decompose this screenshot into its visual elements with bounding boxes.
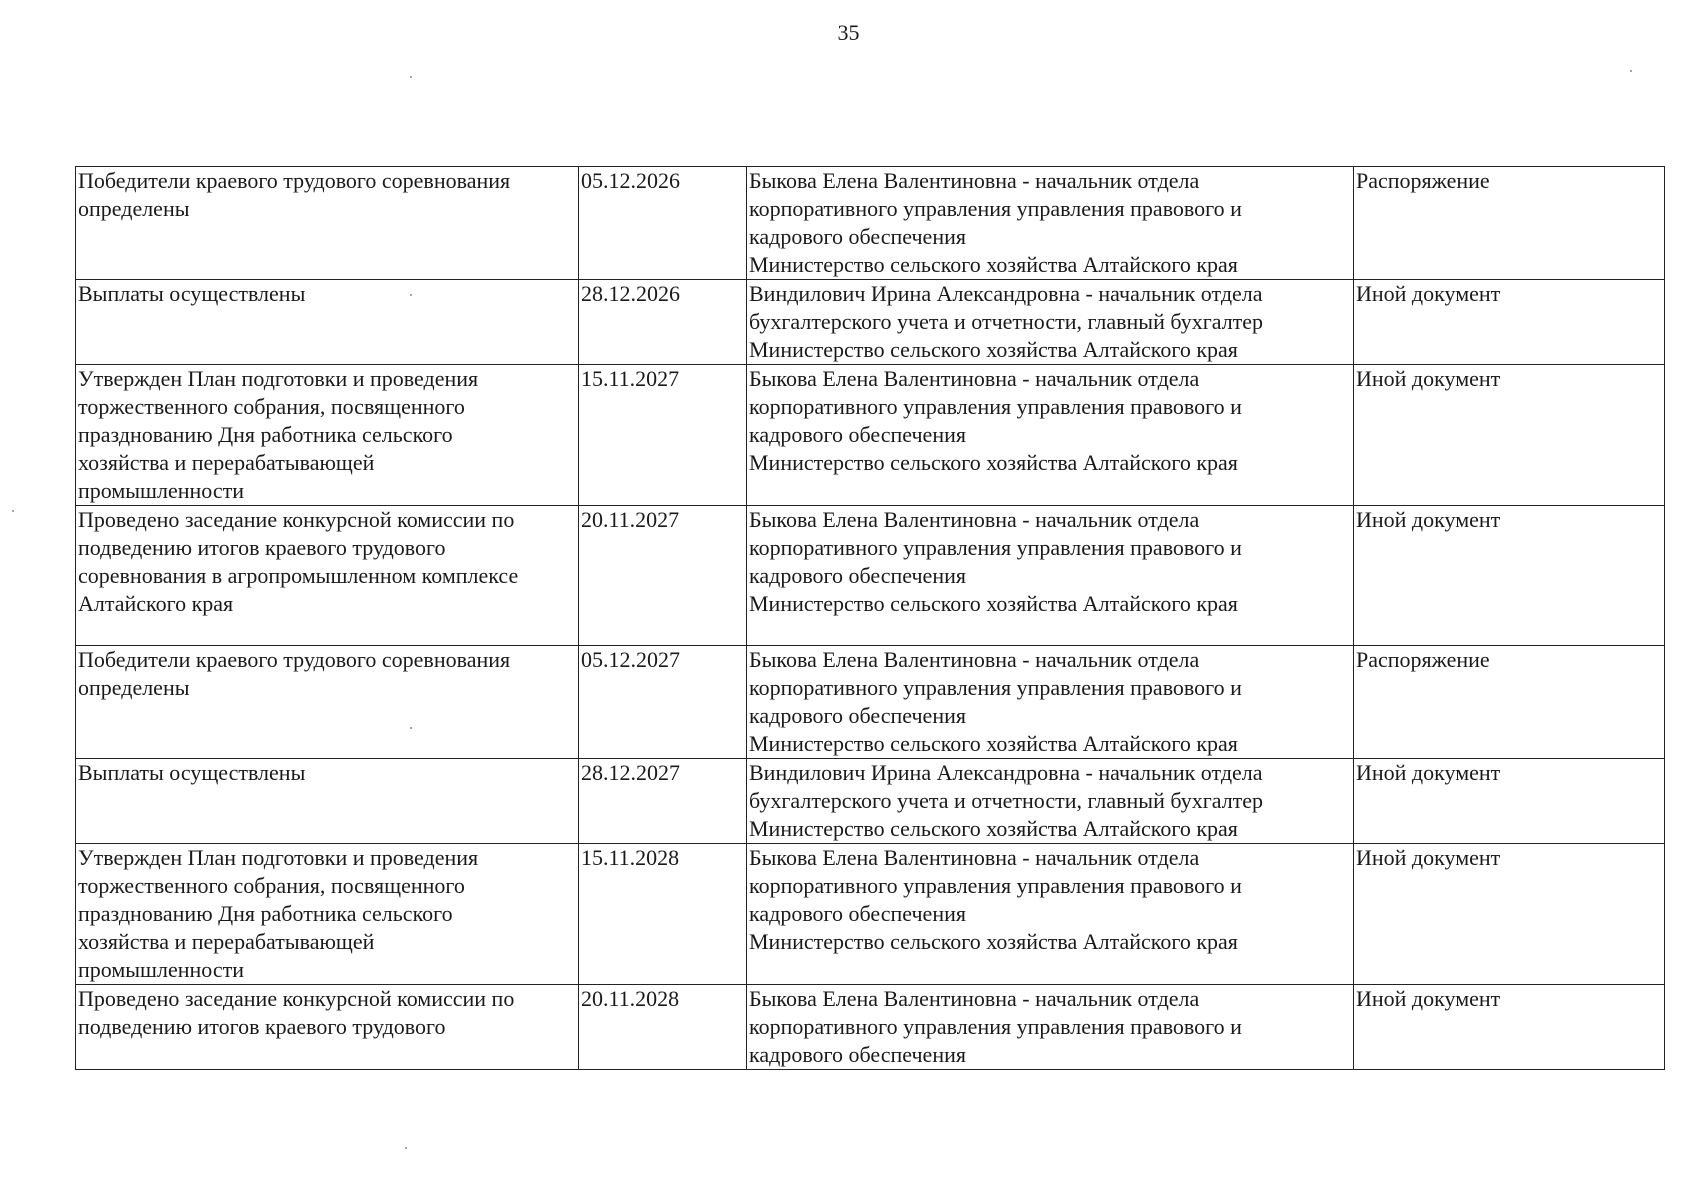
event-line: Проведено заседание конкурсной комиссии по: [78, 986, 515, 1011]
event-line: Победители краевого трудового соревнования: [78, 168, 511, 193]
schedule-table-body: [76, 167, 1665, 1070]
responsible-line: кадрового обеспечения: [749, 1042, 966, 1067]
event-cell: [76, 506, 579, 646]
event-cell: [76, 365, 579, 506]
responsible-line: Министерство сельского хозяйства Алтайского края: [749, 450, 1238, 475]
responsible-cell: [747, 506, 1354, 646]
date-cell: 20.11.2028: [579, 985, 747, 1070]
event-line: подведению итогов краевого трудового: [78, 1014, 446, 1039]
responsible-line: кадрового обеспечения: [749, 901, 966, 926]
document-type-cell: Иной документ: [1354, 759, 1665, 844]
responsible-line: корпоративного управления управления правового и: [749, 1014, 1242, 1039]
responsible-line: корпоративного управления управления правового и: [749, 873, 1242, 898]
event-cell: [76, 646, 579, 759]
responsible-cell: [747, 844, 1354, 985]
responsible-line: Быкова Елена Валентиновна - начальник отдела: [749, 366, 1200, 391]
document-type-cell: Иной документ: [1354, 844, 1665, 985]
event-line: Утвержден План подготовки и проведения: [78, 845, 479, 870]
responsible-line: корпоративного управления управления правового и: [749, 535, 1242, 560]
responsible-line: Министерство сельского хозяйства Алтайского края: [749, 337, 1238, 362]
event-cell: [76, 167, 579, 280]
responsible-line: Быкова Елена Валентиновна - начальник отдела: [749, 647, 1200, 672]
document-type-cell: Иной документ: [1354, 280, 1665, 365]
event-line: определены: [78, 675, 190, 700]
date-cell: 05.12.2026: [579, 167, 747, 280]
responsible-line: Быкова Елена Валентиновна - начальник отдела: [749, 845, 1200, 870]
table-row: [76, 167, 1665, 280]
date-cell: 05.12.2027: [579, 646, 747, 759]
responsible-cell: [747, 280, 1354, 365]
responsible-line: Министерство сельского хозяйства Алтайского края: [749, 929, 1238, 954]
responsible-line: Министерство сельского хозяйства Алтайского края: [749, 252, 1238, 277]
schedule-table: [75, 166, 1665, 1070]
responsible-cell: [747, 365, 1354, 506]
document-type-cell: Иной документ: [1354, 365, 1665, 506]
responsible-line: Виндилович Ирина Александровна - начальник отдела: [749, 760, 1263, 785]
event-cell: [76, 985, 579, 1070]
table-row: [76, 985, 1665, 1070]
date-cell: 28.12.2027: [579, 759, 747, 844]
responsible-line: Министерство сельского хозяйства Алтайского края: [749, 816, 1238, 841]
event-line: Алтайского края: [78, 591, 234, 616]
document-type-cell: Иной документ: [1354, 985, 1665, 1070]
responsible-line: бухгалтерского учета и отчетности, главный бухгалтер: [749, 309, 1264, 334]
event-line: Утвержден План подготовки и проведения: [78, 366, 479, 391]
document-type-cell: Распоряжение: [1354, 167, 1665, 280]
table-row: [76, 506, 1665, 646]
scan-speck: [410, 76, 412, 78]
responsible-line: Виндилович Ирина Александровна - начальник отдела: [749, 281, 1263, 306]
responsible-line: кадрового обеспечения: [749, 703, 966, 728]
document-type-cell: Иной документ: [1354, 506, 1665, 646]
responsible-cell: [747, 646, 1354, 759]
table-row: [76, 844, 1665, 985]
scan-speck: [410, 727, 412, 729]
event-line: хозяйства и перерабатывающей: [78, 450, 375, 475]
event-line: соревнования в агропромышленном комплексе: [78, 563, 519, 588]
responsible-line: кадрового обеспечения: [749, 422, 966, 447]
responsible-line: кадрового обеспечения: [749, 224, 966, 249]
date-cell: 20.11.2027: [579, 506, 747, 646]
responsible-line: Быкова Елена Валентиновна - начальник отдела: [749, 507, 1200, 532]
responsible-line: корпоративного управления управления правового и: [749, 196, 1242, 221]
date-cell: 15.11.2027: [579, 365, 747, 506]
responsible-cell: [747, 167, 1354, 280]
event-line: определены: [78, 196, 190, 221]
responsible-line: Быкова Елена Валентиновна - начальник отдела: [749, 986, 1200, 1011]
responsible-cell: [747, 985, 1354, 1070]
table-row: [76, 280, 1665, 365]
document-type-cell: Распоряжение: [1354, 646, 1665, 759]
event-line: хозяйства и перерабатывающей: [78, 929, 375, 954]
responsible-cell: [747, 759, 1354, 844]
scan-speck: [410, 294, 412, 296]
scan-speck: [1630, 70, 1632, 72]
responsible-line: корпоративного управления управления правового и: [749, 394, 1242, 419]
responsible-line: корпоративного управления управления правового и: [749, 675, 1242, 700]
responsible-line: кадрового обеспечения: [749, 563, 966, 588]
event-line: Выплаты осуществлены: [78, 281, 306, 306]
event-line: Выплаты осуществлены: [78, 760, 306, 785]
page-number: 35: [837, 20, 860, 45]
responsible-line: Быкова Елена Валентиновна - начальник отдела: [749, 168, 1200, 193]
date-cell: 15.11.2028: [579, 844, 747, 985]
event-line: Победители краевого трудового соревнования: [78, 647, 511, 672]
event-line: празднованию Дня работника сельского: [78, 422, 453, 447]
scan-speck: [405, 1147, 407, 1149]
event-line: промышленности: [78, 478, 244, 503]
table-row: [76, 646, 1665, 759]
event-line: подведению итогов краевого трудового: [78, 535, 446, 560]
event-cell: [76, 759, 579, 844]
event-line: Проведено заседание конкурсной комиссии по: [78, 507, 515, 532]
scan-speck: [12, 510, 14, 512]
table-row: [76, 759, 1665, 844]
event-line: торжественного собрания, посвященного: [78, 394, 465, 419]
responsible-line: бухгалтерского учета и отчетности, главный бухгалтер: [749, 788, 1264, 813]
event-line: празднованию Дня работника сельского: [78, 901, 453, 926]
table-row: [76, 365, 1665, 506]
event-cell: [76, 280, 579, 365]
date-cell: 28.12.2026: [579, 280, 747, 365]
responsible-line: Министерство сельского хозяйства Алтайского края: [749, 591, 1238, 616]
event-line: промышленности: [78, 957, 244, 982]
event-line: торжественного собрания, посвященного: [78, 873, 465, 898]
responsible-line: Министерство сельского хозяйства Алтайского края: [749, 731, 1238, 756]
event-cell: [76, 844, 579, 985]
